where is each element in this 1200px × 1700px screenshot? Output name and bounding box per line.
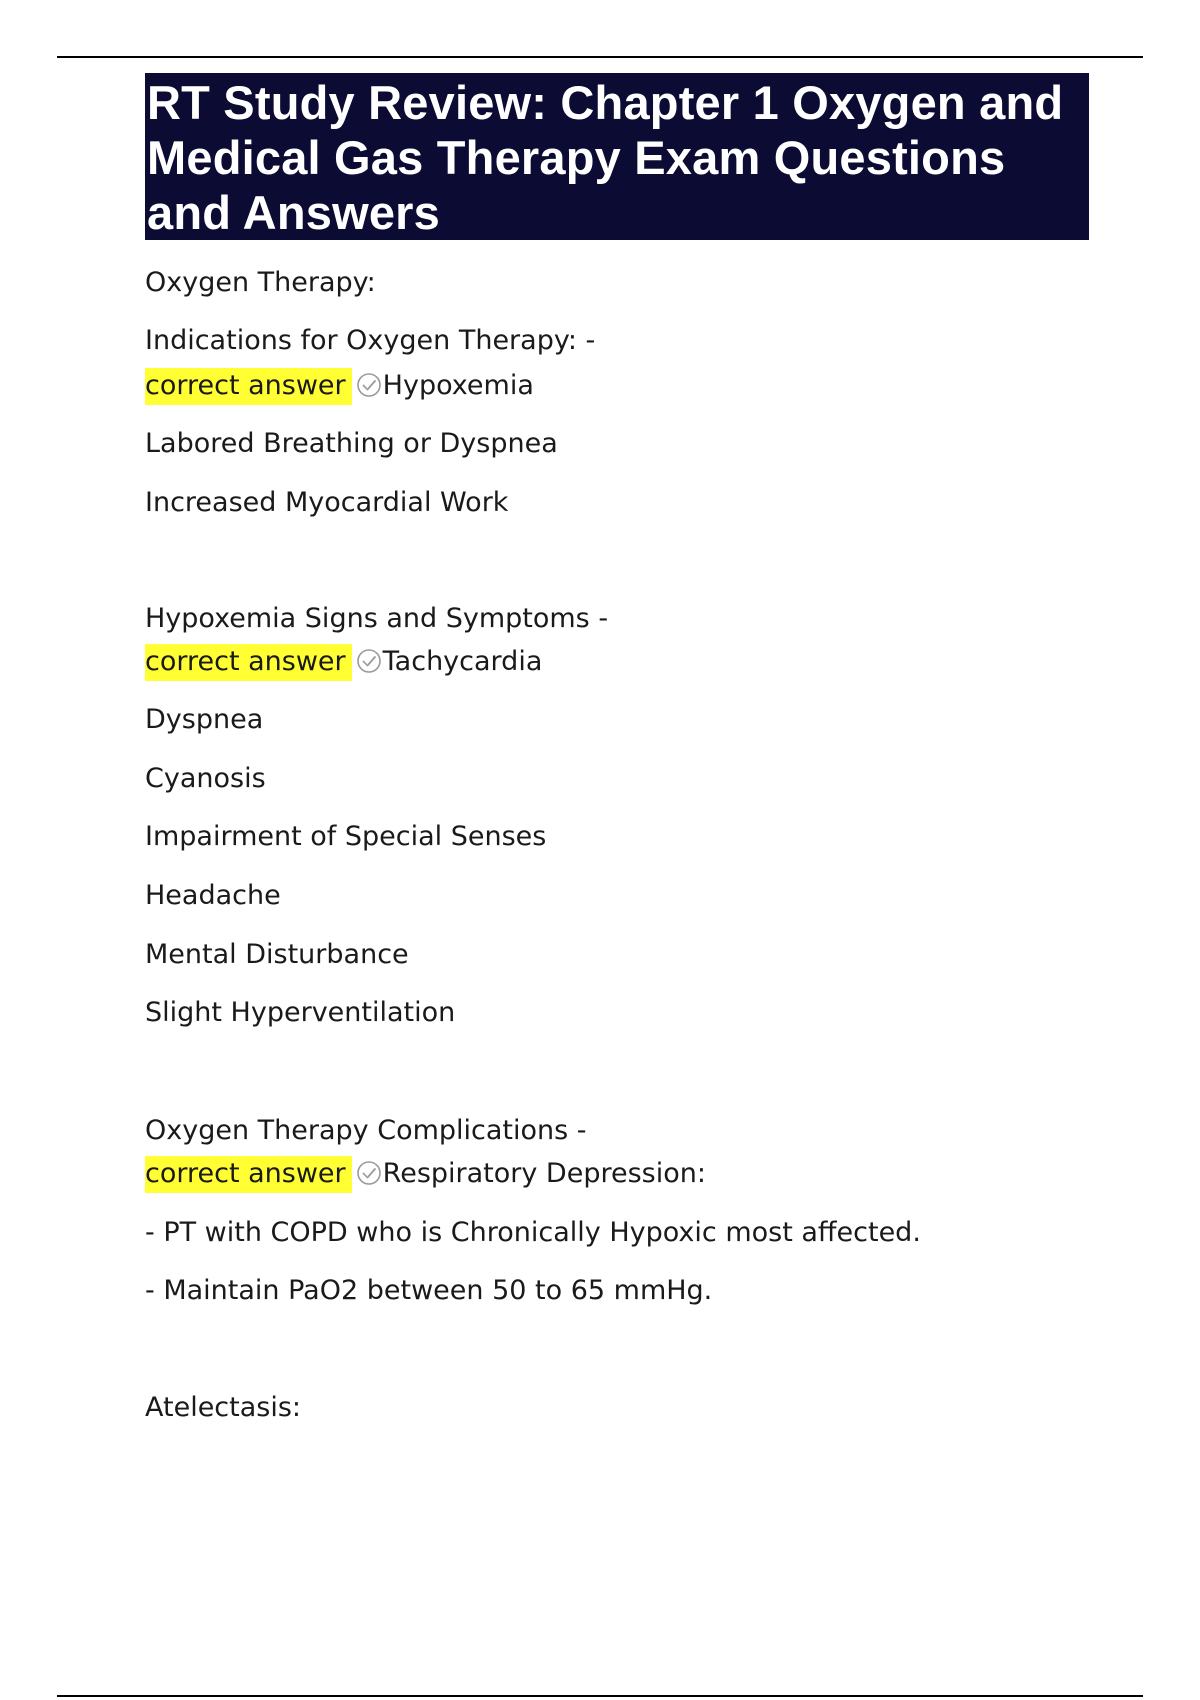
answer-line-3 — [145, 1157, 706, 1191]
correct-answer-label: correct answer — [145, 368, 352, 405]
answer-line-2 — [145, 645, 542, 679]
answer-item: Impairment of Special Senses — [145, 821, 547, 852]
answer-item: - Maintain PaO2 between 50 to 65 mmHg. — [145, 1275, 713, 1306]
section-heading: Oxygen Therapy: — [145, 267, 376, 298]
question-3: Oxygen Therapy Complications - — [145, 1115, 587, 1146]
answer-item: Cyanosis — [145, 763, 266, 794]
correct-answer-label: correct answer — [145, 644, 352, 681]
answer-item: Labored Breathing or Dyspnea — [145, 428, 558, 459]
check-circle-icon — [356, 648, 382, 674]
answer-item: Increased Myocardial Work — [145, 487, 509, 518]
correct-answer-label: correct answer — [145, 1156, 352, 1193]
first-answer: Hypoxemia — [382, 370, 534, 401]
answer-item: Mental Disturbance — [145, 939, 409, 970]
first-answer: Respiratory Depression: — [382, 1158, 706, 1189]
first-answer: Tachycardia — [382, 646, 543, 677]
check-circle-icon — [356, 1160, 382, 1186]
answer-item: Headache — [145, 880, 281, 911]
answer-item: - PT with COPD who is Chronically Hypoxic most affected. — [145, 1217, 921, 1248]
answer-item: Dyspnea — [145, 704, 264, 735]
document-title: RT Study Review: Chapter 1 Oxygen and Medical Gas Therapy Exam Questions and Answers — [147, 76, 1064, 239]
bottom-rule — [57, 1695, 1143, 1697]
question-1: Indications for Oxygen Therapy: - — [145, 325, 596, 356]
check-circle-icon — [356, 372, 382, 398]
document-title-banner — [145, 73, 1089, 240]
trailing-heading: Atelectasis: — [145, 1392, 302, 1423]
answer-line-1 — [145, 369, 534, 403]
top-rule — [57, 56, 1143, 58]
answer-item: Slight Hyperventilation — [145, 997, 456, 1028]
question-2: Hypoxemia Signs and Symptoms - — [145, 603, 609, 634]
